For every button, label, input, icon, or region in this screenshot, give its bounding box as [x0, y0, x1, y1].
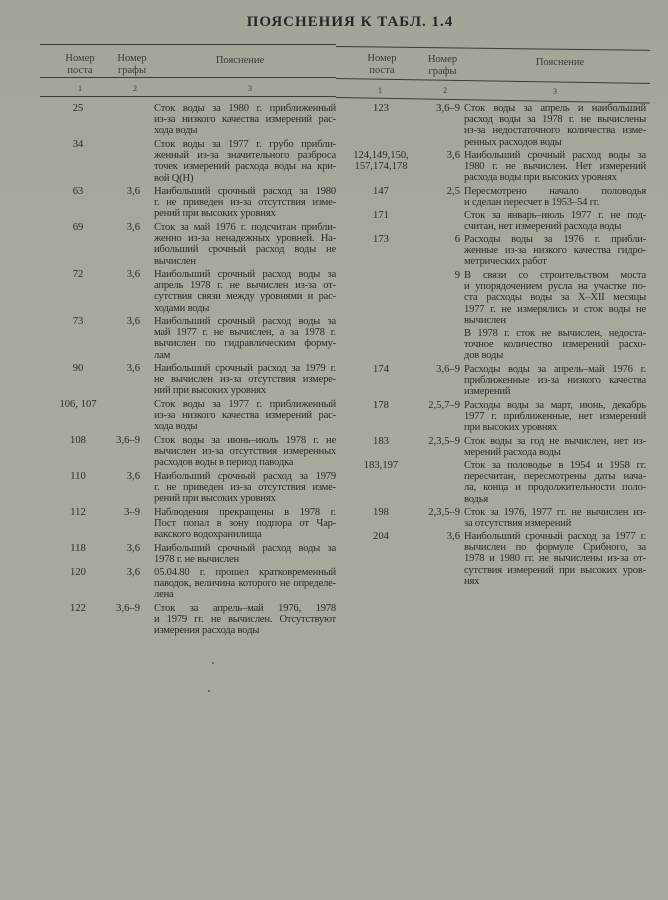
post-number: 147 — [373, 186, 389, 197]
post-number: 178 — [373, 400, 389, 411]
explanation-line: апрель 1978 г. не вычислен из-за от- — [154, 280, 336, 292]
explanation-line: 1980 г. не вычислен. Нет измерений — [464, 161, 646, 173]
explanation-line: ибольший срочный расход воды не — [154, 244, 336, 256]
explanation-line: Расходы воды за март, июнь, декабрь — [464, 400, 646, 411]
explanation-line: измерений — [464, 386, 511, 398]
graph-number: 3,6 — [126, 567, 140, 578]
explanation-line: В 1978 г. сток не вычислен, недоста- — [464, 328, 646, 339]
post-number: 25 — [72, 103, 84, 114]
explanation-line: из-за низкого качества измерений рас- — [154, 114, 336, 126]
column-number-1: 1 — [78, 84, 82, 93]
explanation-line: вычислен — [154, 255, 196, 267]
explanation-line: мерений расхода воды — [464, 447, 561, 459]
speck — [208, 690, 210, 692]
explanation-line: рений при высоких уровнях — [154, 493, 276, 505]
page-title: ПОЯСНЕНИЯ К ТАБЛ. 1.4 — [246, 14, 454, 30]
graph-number: 3,6 — [126, 543, 140, 554]
graph-number: 3,6 — [446, 150, 460, 161]
explanation-line: вакского водохранилища — [154, 529, 262, 541]
explanation-line: Сток за апрель–май 1976, 1978 — [154, 603, 336, 614]
explanation-line: приближенные из-за низкого качества — [464, 375, 646, 387]
explanation-line: 1977 г. не измерялись и сток воды не — [464, 303, 646, 315]
explanation — [154, 186, 336, 220]
explanation-line: вой Q(H) — [154, 172, 194, 184]
column-number-3: 3 — [248, 84, 252, 93]
explanation-line: лам — [154, 349, 171, 361]
graph-number: 3,6 — [126, 269, 140, 280]
explanation — [464, 400, 646, 434]
explanation — [154, 543, 336, 565]
explanation-line: Сток воды за год не вычислен, нет из- — [464, 436, 646, 447]
header-explanation-right: Пояснение — [535, 57, 585, 68]
explanation-line: Сток за январь–июль 1977 г. не под- — [464, 210, 646, 221]
explanation-line: при высоких уровнях — [464, 422, 558, 434]
explanation — [154, 435, 336, 469]
explanation-line: не вычислен из-за отсутствия измере- — [154, 374, 336, 386]
explanation-line: Наибольший срочный расход за 1980 — [154, 186, 336, 197]
explanation — [464, 507, 646, 529]
explanation-line: Сток за май 1976 г. подсчитан прибли- — [154, 222, 336, 233]
explanation-line: вычислен по гидравлическим форму- — [154, 338, 336, 350]
explanation-line: Сток воды за 1977 г. приближенный — [154, 399, 336, 410]
explanation-line: лена — [154, 589, 174, 601]
explanation-line: вычислен — [464, 314, 506, 326]
explanation-line: май 1977 г. не вычислен, а за 1978 г. — [154, 327, 336, 339]
explanation-line: Пост попал в зону подпора от Чар- — [154, 518, 336, 530]
graph-number: 2,3,5–9 — [428, 436, 460, 447]
explanation-line: хода воды — [154, 125, 198, 137]
explanation — [464, 234, 646, 268]
post-number: 112 — [70, 507, 86, 518]
header-post: Номер поста — [65, 53, 95, 76]
explanation — [154, 399, 336, 433]
column-number-1-right: 1 — [378, 86, 382, 95]
explanation-line: паводок, величина которого не определе- — [154, 578, 336, 590]
explanation-line: ходами воды — [154, 302, 210, 314]
explanation — [154, 507, 336, 541]
explanation-line: расходов воды в период паводка — [154, 457, 294, 469]
explanation-line: ла, конца и продолжительности поло- — [464, 482, 646, 494]
post-number: 122 — [70, 603, 86, 614]
explanation-line: рений при высоких уровнях — [154, 208, 276, 220]
post-number: 124,149,150, 157,174,178 — [353, 150, 409, 173]
post-number: 110 — [70, 471, 86, 482]
column-number-2: 2 — [133, 84, 137, 93]
explanation — [464, 150, 646, 184]
explanation-line: нях — [464, 575, 480, 587]
graph-number: 6 — [454, 234, 460, 245]
explanation-line: водья — [464, 493, 489, 505]
speck — [212, 662, 214, 664]
post-number: 171 — [373, 210, 389, 221]
explanation — [154, 222, 336, 267]
explanation — [154, 471, 336, 505]
column-number-2-right: 2 — [443, 86, 447, 95]
header-post-right: Номер поста — [367, 53, 397, 76]
explanation — [464, 186, 646, 208]
table-top-rule-right — [336, 46, 650, 51]
column-number-3-right: 3 — [553, 87, 557, 96]
explanation — [154, 567, 336, 601]
graph-number: 3,6–9 — [436, 364, 460, 375]
post-number: 183 — [373, 436, 389, 447]
explanation — [464, 460, 646, 505]
header-graph-right: Номер графы — [427, 54, 458, 77]
explanation-line: из-за недостаточного количества изме- — [464, 125, 646, 137]
explanation-line: Сток воды за 1977 г. грубо прибли- — [154, 139, 336, 150]
explanation-line: 1978 и 1980 гг. не вычислены из-за от- — [464, 553, 646, 565]
table-top-rule — [40, 44, 336, 45]
header-explanation: Пояснение — [215, 55, 265, 66]
explanation — [154, 363, 336, 397]
explanation-line: Наибольший срочный расход воды за — [154, 316, 336, 327]
graph-number: 3,6–9 — [436, 103, 460, 114]
explanation-line: Пересмотрено начало половодья — [464, 186, 646, 197]
graph-number: 2,5 — [446, 186, 460, 197]
post-number: 120 — [70, 567, 86, 578]
explanation-line: из-за низкого качества измерений рас- — [154, 410, 336, 422]
header-bottom-rule — [40, 96, 336, 97]
explanation-line: Сток за половодье в 1954 и 1958 гг. — [464, 460, 646, 471]
explanation-line: Наибольший срочный расход воды за — [154, 543, 336, 554]
explanation — [154, 139, 336, 184]
explanation — [464, 364, 646, 398]
explanation-line: женно из-за ненадежных уровней. На- — [154, 233, 336, 245]
post-number: 123 — [373, 103, 389, 114]
explanation-line: расход воды за 1978 г. не вычислены — [464, 114, 646, 126]
explanation-line: В связи со строительством моста — [464, 270, 646, 281]
explanation-line: Сток за 1976, 1977 гг. не вычислен из- — [464, 507, 646, 518]
explanation-line: считан, нет измерений расхода воды — [464, 221, 622, 233]
explanation-line: расхода воды при высоких уровнях — [464, 172, 617, 184]
explanation-line: г. не приведен из-за отсутствия изме- — [154, 482, 336, 494]
post-number: 204 — [373, 531, 389, 542]
explanation-line: Расходы воды за 1976 г. прибли- — [464, 234, 646, 245]
post-number: 174 — [373, 364, 389, 375]
explanation-line: Наибольший срочный расход воды за — [154, 269, 336, 280]
explanation-line: Сток воды за 1980 г. приближенный — [154, 103, 336, 114]
graph-number: 9 — [454, 270, 460, 281]
explanation-line: женные из-за низкого качества гидро- — [464, 245, 646, 257]
graph-number: 3,6 — [126, 186, 140, 197]
graph-number: 3,6 — [446, 531, 460, 542]
explanation-line: Наблюдения прекращены в 1978 г. — [154, 507, 336, 518]
explanation-line: метрических работ — [464, 256, 547, 268]
explanation-line: Наибольший срочный расход за 1977 г. — [464, 531, 646, 542]
explanation-line: Наибольший срочный расход воды за — [464, 150, 646, 161]
explanation-line: Расходы воды за апрель–май 1976 г. — [464, 364, 646, 375]
explanation-line: дов воды — [464, 350, 504, 362]
explanation — [154, 269, 336, 314]
graph-number: 3,6–9 — [116, 603, 140, 614]
explanation-line: женный из-за значительного разброса — [154, 150, 336, 162]
graph-number: 3–9 — [124, 507, 140, 518]
post-number: 108 — [70, 435, 86, 446]
explanation — [154, 103, 336, 137]
post-number: 72 — [72, 269, 84, 280]
explanation-line: вычислен из-за отсутствия измеренных — [154, 446, 336, 458]
explanation-line: хода воды — [154, 421, 198, 433]
explanation-line: точное количество измерений расхо- — [464, 339, 646, 351]
explanation — [464, 210, 646, 232]
graph-number: 3,6 — [126, 471, 140, 482]
explanation-line: 05.04.80 г. прошел кратковременный — [154, 567, 336, 578]
graph-number: 3,6 — [126, 316, 140, 327]
explanation-line: ста расходы воды за X–XII месяцы — [464, 292, 646, 304]
header-rule — [40, 77, 336, 78]
explanation-line: измерения расхода воды — [154, 625, 260, 637]
explanation — [464, 270, 646, 326]
explanation-line: и упорядочением русла на участке по- — [464, 281, 646, 293]
post-number: 106, 107 — [59, 399, 97, 410]
explanation-line: за отсутствия измерений — [464, 518, 572, 530]
post-number: 118 — [70, 543, 86, 554]
graph-number: 2,3,5–9 — [428, 507, 460, 518]
graph-number: 3,6 — [126, 222, 140, 233]
explanation — [464, 103, 646, 148]
post-number: 73 — [72, 316, 84, 327]
explanation-line: сутствия связи между уровнями и рас- — [154, 291, 336, 303]
header-rule-right — [336, 78, 650, 84]
post-number: 69 — [72, 222, 84, 233]
explanation-line: Наибольший срочный расход за 1979 — [154, 471, 336, 482]
explanation-line: вычислен по формуле Срибного, за — [464, 542, 646, 554]
explanation-line: 1978 г. не вычислен — [154, 554, 239, 566]
explanation-line: ренных расходов воды — [464, 136, 562, 148]
post-number: 183,197 — [363, 460, 399, 471]
explanation — [464, 436, 646, 458]
explanation-line: пересчитан, пересмотрены даты нача- — [464, 471, 646, 483]
explanation-line: ний при высоких уровнях — [154, 385, 266, 397]
explanation-line: и сделан пересчет в 1953–54 гг. — [464, 197, 600, 209]
explanation-line: 1977 г. приближенные, нет измерений — [464, 411, 646, 423]
explanation-line: точек измерений расхода воды на кри- — [154, 161, 336, 173]
explanation-line: г. не приведен из-за отсутствия изме- — [154, 197, 336, 209]
header-graph: Номер графы — [117, 53, 147, 76]
explanation — [154, 316, 336, 361]
post-number: 34 — [72, 139, 84, 150]
post-number: 63 — [72, 186, 84, 197]
post-number: 90 — [72, 363, 84, 374]
graph-number: 3,6–9 — [116, 435, 140, 446]
explanation-line: Наибольший срочный расход за 1979 г. — [154, 363, 336, 374]
explanation-line: сутствия измерений при высоких уров- — [464, 564, 646, 576]
graph-number: 3,6 — [126, 363, 140, 374]
explanation-line: и 1979 гг. не вычислен. Отсутствуют — [154, 614, 336, 626]
graph-number: 2,5,7–9 — [428, 400, 460, 411]
post-number: 198 — [373, 507, 389, 518]
explanation — [154, 603, 336, 637]
explanation-line: Сток воды за апрель и наибольший — [464, 103, 646, 114]
explanation — [464, 531, 646, 587]
explanation — [464, 328, 646, 362]
post-number: 173 — [373, 234, 389, 245]
explanation-line: Сток воды за июнь–июль 1978 г. не — [154, 435, 336, 446]
